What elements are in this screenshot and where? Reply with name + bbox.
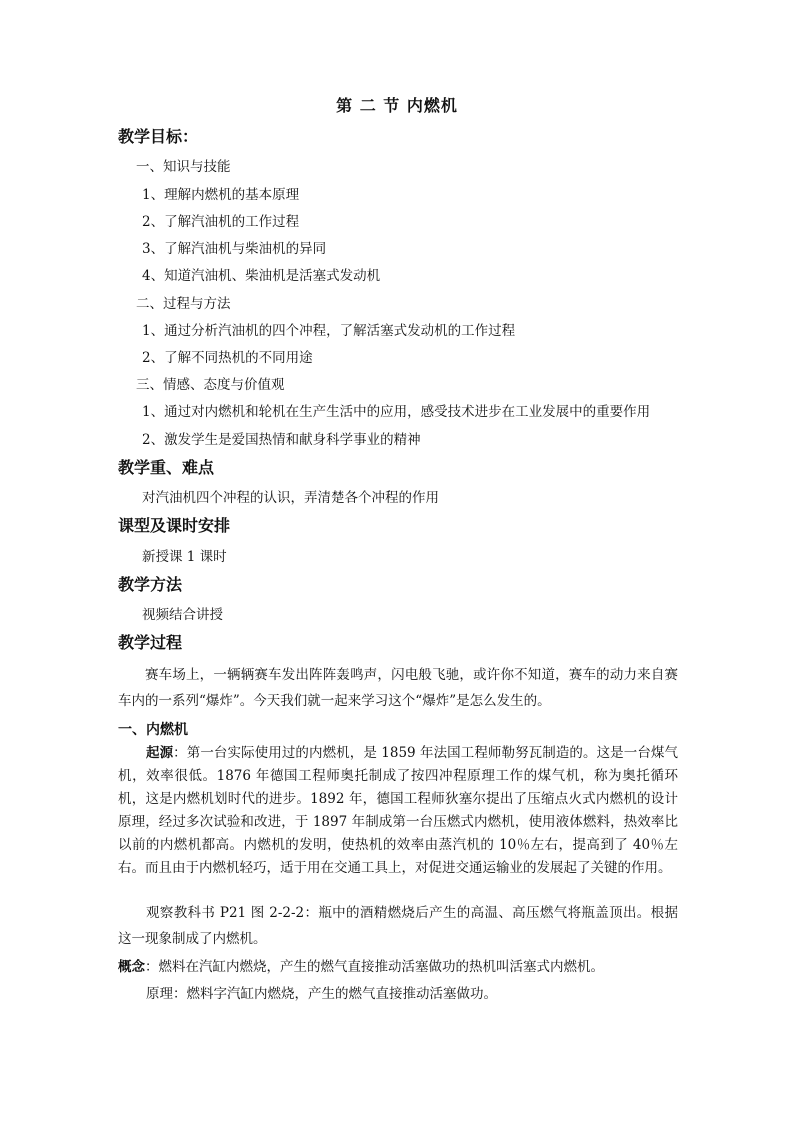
principle-line: 原理：燃料字汽缸内燃烧，产生的燃气直接推动活塞做功。 — [146, 986, 497, 1002]
key-points-heading: 教学重、难点 — [118, 458, 215, 477]
concept-text: ：燃料在汽缸内燃烧，产生的燃气直接推动活塞做功的热机叫活塞式内燃机。 — [145, 959, 604, 975]
origin-paragraph — [118, 742, 678, 880]
objective-item: 4、知道汽油机、柴油机是活塞式发动机 — [142, 268, 381, 284]
objective-item: 2、了解不同热机的不同用途 — [142, 350, 313, 366]
observe-paragraph: 观察教科书 P21 图 2-2-2：瓶中的酒精燃烧后产生的高温、高压燃气将瓶盖顶出。根据这一现象制成了内燃机。 — [118, 905, 678, 947]
method-heading: 教学方法 — [118, 575, 183, 594]
concept-line — [118, 957, 604, 977]
objective-item: 1、通过对内燃机和轮机在生产生活中的应用，感受技术进步在工业发展中的重要作用 — [142, 404, 651, 420]
origin-label: 起源 — [146, 745, 174, 761]
section-heading-internal-combustion-engine: 一、内燃机 — [118, 722, 188, 738]
objectives-section-2: 二、过程与方法 — [136, 296, 231, 312]
objectives-section-3: 三、情感、态度与价值观 — [136, 377, 285, 393]
objectives-heading: 教学目标： — [118, 127, 199, 146]
objective-item: 3、了解汽油机与柴油机的异同 — [142, 241, 327, 257]
objective-item: 2、了解汽油机的工作过程 — [142, 214, 300, 230]
key-points-text: 对汽油机四个冲程的认识，弄清楚各个冲程的作用 — [142, 490, 439, 506]
objectives-section-1: 一、知识与技能 — [136, 159, 231, 175]
lesson-type-text: 新授课 1 课时 — [142, 549, 227, 565]
process-heading: 教学过程 — [118, 633, 183, 652]
process-intro: 赛车场上，一辆辆赛车发出阵阵轰鸣声，闪电般飞驰，或许你不知道，赛车的动力来自赛车内的一系列“爆炸”。今天我们就一起来学习这个“爆炸”是怎么发生的。 — [118, 667, 678, 709]
objective-item: 2、激发学生是爱国热情和献身科学事业的精神 — [142, 432, 421, 448]
page-title: 第 二 节 内燃机 — [336, 96, 458, 115]
concept-label: 概念 — [118, 959, 145, 975]
objective-item: 1、理解内燃机的基本原理 — [142, 187, 300, 203]
lesson-type-heading: 课型及课时安排 — [118, 516, 231, 535]
origin-text: ：第一台实际使用过的内燃机，是 1859 年法国工程师勒努瓦制造的。这是一台煤气机，效率很低。1876 年德国工程师奥托制成了按四冲程原理工作的煤气机，称为奥托循环机，这是内燃机划时代的进步。1892 年，德国工程师狄塞尔提出了压缩点火式内燃机的设计原理，经过多次试验和改进，于 1897 年制成第一台压燃式内燃机，使用液体燃料，热效率比以前的内燃机都高。内燃机的发明，使热机的效率由蒸汽机的 10％左右，提高到了 40％左右。而且由于内燃机轻巧，适于用在交通工具上，对促进交通运输业的发展起了关键的作用。 — [118, 745, 678, 876]
method-text: 视频结合讲授 — [142, 607, 223, 623]
objective-item: 1、通过分析汽油机的四个冲程，了解活塞式发动机的工作过程 — [142, 323, 516, 339]
